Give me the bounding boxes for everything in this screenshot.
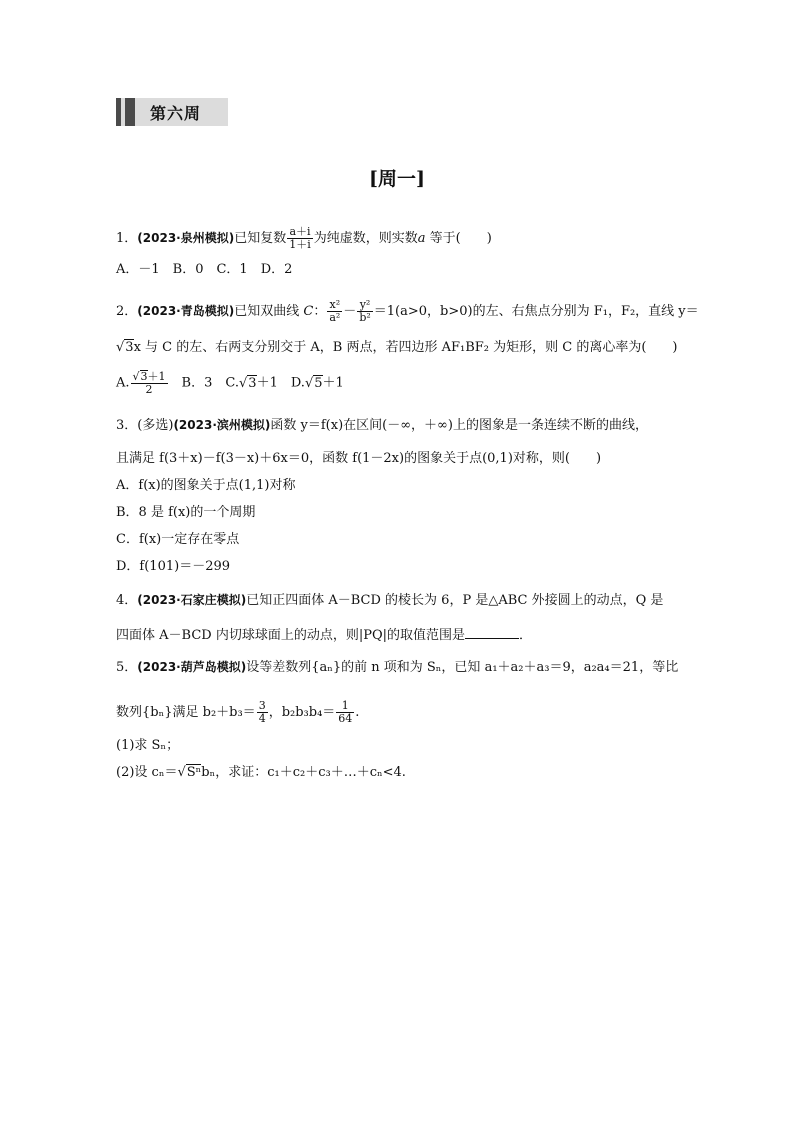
q1-text: 等于( ) [425, 231, 492, 246]
q4-source: (2023·石家庄模拟) [137, 593, 247, 607]
q4-number: 4． [116, 593, 138, 608]
q2-opt-a-radicand: 3 [140, 370, 148, 383]
q3-option-d: D．f(101)＝－299 [116, 559, 231, 574]
sqrt-symbol: √ [132, 370, 140, 383]
q1-frac-den: 1＋i [289, 238, 311, 251]
q2-opt-d-radicand: 5 [314, 375, 323, 391]
q5-number: 5． [116, 660, 138, 675]
q2-stem-line2 [116, 339, 677, 356]
q5-frac1-num: 3 [258, 699, 266, 712]
q1-stem [116, 226, 492, 251]
q2-opt-b: B．3 C. [168, 375, 239, 391]
q3-tag: (多选) [137, 418, 174, 433]
q5-text: 设等差数列{aₙ}的前 n 项和为 Sₙ，已知 a₁＋a₂＋a₃＝9，a₂a₄＝21，等比 [246, 660, 679, 675]
q2-opt-c-radicand: 3 [248, 375, 257, 391]
q5-frac2 [336, 700, 354, 725]
answer-blank[interactable] [465, 626, 519, 639]
week-banner [116, 98, 228, 126]
q2-opt-c-tail: ＋1 D. [256, 375, 305, 391]
week-label: 第六周 [150, 104, 202, 123]
banner-stripe [116, 98, 121, 126]
q2-opt-a-label: A. [116, 375, 130, 391]
q5-part2-text: (2)设 cₙ＝ [116, 765, 178, 780]
q5-frac1-den: 4 [258, 712, 266, 725]
sqrt-symbol: √ [116, 340, 125, 355]
q1-source: (2023·泉州模拟) [137, 231, 235, 245]
q4-text-end: ． [518, 628, 532, 643]
q2-frac2 [357, 299, 372, 324]
q5-text: ，b₂b₃b₄＝ [268, 705, 336, 720]
q2-opt-d-tail: ＋1 [322, 375, 344, 391]
q5-part2-text: bₙ，求证：c₁＋c₂＋c₃＋…＋cₙ<4. [201, 765, 406, 780]
q2-text: x 与 C 的左、右两支分别交于 A，B 两点，若四边形 AF₁BF₂ 为矩形，则 C 的离心率为( ) [133, 340, 678, 355]
q3-option-b: B．8 是 f(x)的一个周期 [116, 505, 256, 520]
q2-text: 已知双曲线 [234, 304, 304, 319]
q2-stem: 2．(2023·青岛模拟)已知双曲线 C： $\frac{\text{x²}}{\text{a²}}$ － $\frac{\text{y²}}{\text{b²}}$ ＝1(a>0，b>0)的左、右焦点分别为 F₁，F₂，直线 y＝ [116, 298, 699, 324]
day-title: [周一] [369, 168, 425, 190]
q1-frac-num: a＋i [287, 226, 313, 239]
q1-number: 1． [116, 231, 138, 246]
q2-frac1-num: x² [327, 299, 342, 312]
q5-frac2-num: 1 [336, 700, 354, 713]
q4-stem-line2 [116, 626, 532, 644]
q5-frac2-den: 64 [338, 712, 353, 725]
q2-frac2-den: b² [359, 311, 371, 324]
q5-source: (2023·葫芦岛模拟) [137, 660, 247, 674]
q3-stem [116, 417, 648, 434]
q3-text: 函数 y＝f(x)在区间(－∞，＋∞)上的图象是一条连续不断的曲线， [270, 418, 648, 433]
q5-frac1 [257, 700, 268, 725]
sqrt-symbol: √ [177, 765, 186, 780]
q2-options [116, 370, 344, 396]
q1-fraction [287, 226, 313, 251]
q5-part1: (1)求 Sₙ； [116, 738, 180, 753]
q2-curve: C [303, 304, 314, 319]
q2-line2-radicand: 3 [125, 340, 134, 355]
q3-option-c: C．f(x)一定存在零点 [116, 532, 240, 547]
q3-number: 3． [116, 418, 138, 433]
q5-stem-line2 [116, 700, 359, 725]
q2-opt-a-plus: ＋1 [147, 370, 166, 383]
q3-stem-line2: 且满足 f(3＋x)－f(3－x)＋6x＝0，函数 f(1－2x)的图象关于点(0,1)对称，则( ) [116, 451, 602, 466]
q2-source: (2023·青岛模拟) [137, 304, 235, 318]
q2-frac1 [327, 299, 342, 324]
q5-part2-radicand: Sⁿ [186, 765, 202, 780]
q3-option-a: A．f(x)的图象关于点(1,1)对称 [116, 478, 296, 493]
q1-var: a [417, 231, 426, 246]
sqrt-symbol: √ [239, 375, 248, 391]
q2-frac2-num: y² [357, 299, 372, 312]
sqrt-symbol: √ [304, 375, 314, 391]
q5-part2 [116, 764, 406, 781]
q5-stem [116, 659, 678, 676]
q4-text: 已知正四面体 A－BCD 的棱长为 6，P 是△ABC 外接圆上的动点，Q 是 [246, 593, 664, 608]
q2-number: 2． [116, 304, 138, 319]
q2-opt-a-num [131, 370, 168, 384]
banner-stripe [125, 98, 135, 126]
q2-frac1-den: a² [329, 311, 341, 324]
q2-opt-a-den: 2 [145, 383, 153, 396]
q1-options: A．－1 B．0 C．1 D．2 [116, 262, 293, 277]
q1-text: 已知复数 [234, 231, 287, 246]
q4-text: 四面体 A－BCD 内切球球面上的动点，则|PQ|的取值范围是 [116, 628, 465, 643]
q2-text: ＝1(a>0，b>0)的左、右焦点分别为 F₁，F₂，直线 y＝ [373, 304, 699, 319]
q1-text: 为纯虚数，则实数 [313, 231, 418, 246]
q2-opt-a-frac [131, 370, 168, 396]
q2-minus: － [343, 304, 357, 319]
q4-stem [116, 592, 663, 609]
q5-text: 数列{bₙ}满足 b₂＋b₃＝ [116, 705, 256, 720]
q3-source: (2023·滨州模拟) [173, 418, 271, 432]
q5-text-end: . [355, 705, 360, 720]
